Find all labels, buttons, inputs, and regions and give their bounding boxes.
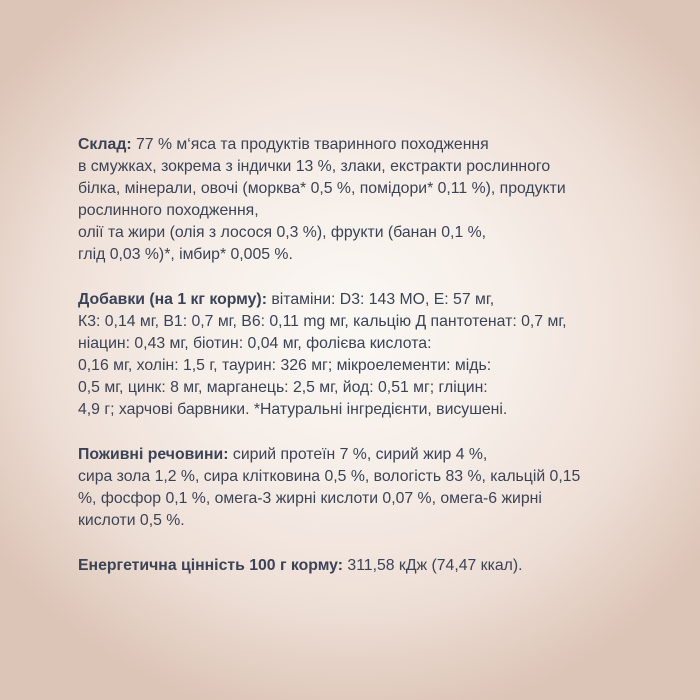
additives-section [78,289,638,421]
additives-line: 0,16 мг, холін: 1,5 г, таурин: 326 мг; мікроелементи: мідь: [78,357,492,374]
additives-line: 0,5 мг, цинк: 8 мг, марганець: 2,5 мг, йод: 0,51 мг; гліцин: [78,379,488,396]
composition-label: Склад: [78,136,132,153]
additives-line: 4,9 г; харчові барвники. *Натуральні інгредієнти, висушені. [78,401,508,418]
product-description [78,134,638,600]
composition-text: 77 % м‘яса та продуктів тваринного походження [131,136,489,153]
additives-line: ніацин: 0,43 мг, біотин: 0,04 мг, фолієва кислота: [78,335,432,352]
energy-text: 311,58 кДж (74,47 ккал). [343,557,523,574]
composition-line: глід 0,03 %)*, імбир* 0,005 %. [78,246,293,263]
nutrients-line: сира зола 1,2 %, сира клітковина 0,5 %, вологість 83 %, кальцій 0,15 [78,468,581,485]
composition-line: білка, мінерали, овочі (морква* 0,5 %, помідори* 0,11 %), продукти [78,180,566,197]
additives-line: К3: 0,14 мг, В1: 0,7 мг, В6: 0,11 mg мг, кальцію Д пантотенат: 0,7 мг, [78,313,567,330]
composition-line: олії та жири (олія з лосося 0,3 %), фрукти (банан 0,1 %, [78,224,487,241]
additives-line [78,289,638,311]
nutrients-line: %, фосфор 0,1 %, омега-3 жирні кислоти 0,07 %, омега-6 жирні [78,490,542,507]
additives-text: вітаміни: D3: 143 МО, E: 57 мг, [266,291,495,308]
composition-line [78,134,638,156]
nutrients-line [78,444,638,466]
composition-line: в смужках, зокрема з індички 13 %, злаки, екстракти рослинного [78,158,551,175]
additives-label: Добавки (на 1 кг корму): [78,291,267,308]
nutrients-label: Поживні речовини: [78,446,229,463]
nutrients-line: кислоти 0,5 %. [78,512,185,529]
energy-section [78,555,638,577]
energy-line [78,555,638,577]
nutrients-section [78,444,638,532]
energy-label: Енергетична цінність 100 г корму: [78,557,344,574]
composition-line: рослинного походження, [78,202,259,219]
composition-section [78,134,638,266]
nutrients-text: сирий протеїн 7 %, сирий жир 4 %, [228,446,488,463]
